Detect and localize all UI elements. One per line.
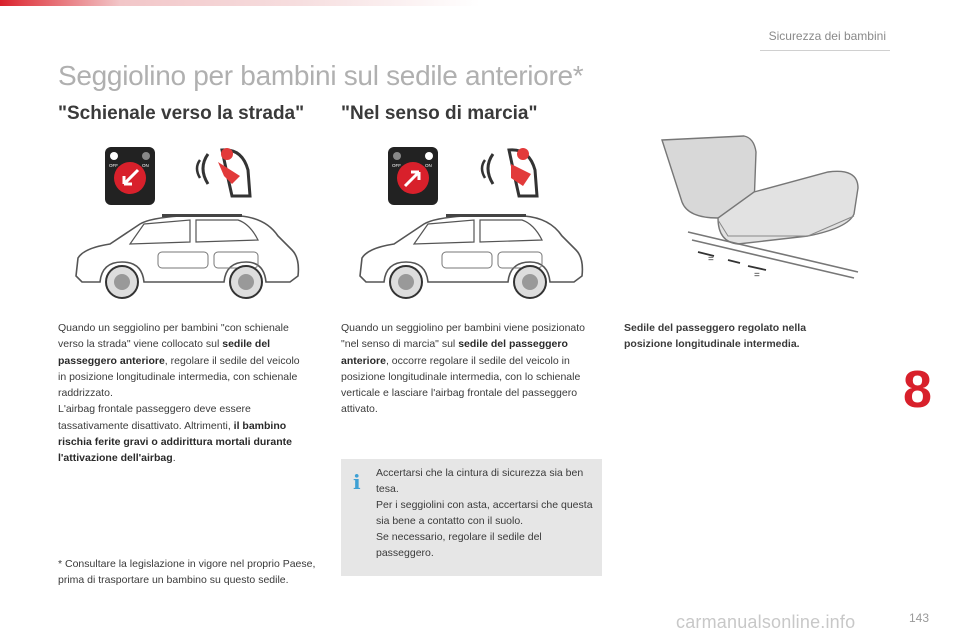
svg-text:=: =: [708, 254, 714, 265]
svg-text:OFF: OFF: [109, 163, 118, 168]
chapter-number: 8: [903, 361, 932, 419]
page-number: 143: [909, 611, 930, 625]
header-separator: [760, 50, 890, 51]
section-name: Sicurezza dei bambini: [768, 29, 886, 43]
car-illustration-2: [354, 210, 586, 305]
airbag-off-illustration: [100, 140, 260, 212]
car-illustration-1: [70, 210, 302, 305]
svg-text:=: =: [754, 270, 760, 281]
info-box: [341, 459, 602, 576]
svg-text:ON: ON: [425, 163, 432, 168]
airbag-on-illustration: [383, 140, 553, 212]
forward-facing-instructions: Quando un seggiolino per bambini viene posizionato "nel senso di marcia" sul sedile del passeggero anteriore, occorre regolare il sedile del veicolo in posizione longitudinale intermedia, con lo schienale verticale e lasciare l'airbag frontale del passeggero attivato.: [341, 322, 586, 416]
watermark: carmanualsonline.info: [676, 612, 856, 632]
svg-text:ON: ON: [142, 163, 149, 168]
heading-rear-facing: "Schienale verso la strada": [58, 103, 305, 124]
child-icon: [517, 148, 529, 160]
footnote: * Consultare la legislazione in vigore nel proprio Paese, prima di trasportare un bambino su questo sedile.: [58, 558, 316, 587]
seat-illustration: [658, 132, 868, 294]
heading-forward-facing: "Nel senso di marcia": [341, 103, 538, 124]
seat-caption: Sedile del passeggero regolato nella posizione longitudinale intermedia.: [624, 322, 807, 351]
header-accent-bar: [0, 0, 480, 6]
svg-text:OFF: OFF: [392, 163, 401, 168]
rear-facing-instructions: Quando un seggiolino per bambini "con schienale verso la strada" viene collocato sul sedile del passeggero anteriore, regolare il sedile del veicolo in posizione longitudinale intermedia, con schienale raddrizzato. L'airbag frontale passeggero deve essere tassativamente disattivato. Altrimenti, il bambino rischia ferite gravi o addirittura mortali durante l'attivazione dell'airbag.: [58, 322, 300, 465]
child-icon: [221, 148, 233, 160]
info-text: Accertarsi che la cintura di sicurezza sia ben tesa. Per i seggiolini con asta, accertarsi che questa sia bene a contatto con il suolo. Se necessario, regolare il sedile del passeggero.: [376, 467, 593, 559]
page-title: Seggiolino per bambini sul sedile anteriore*: [58, 60, 584, 91]
info-icon: i: [353, 470, 361, 494]
